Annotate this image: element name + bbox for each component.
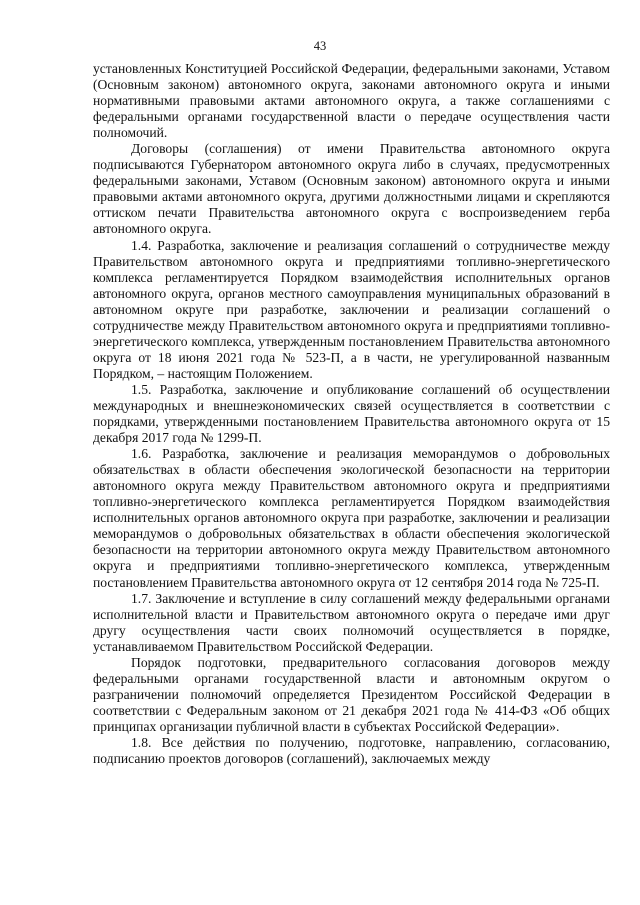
paragraph-clause-1-4: 1.4. Разработка, заключение и реализация соглашений о сотрудничестве между Правительством автономного округа и предприятиями топливно-энергетического комплекса регламентируется Порядком взаимодействия исполнительных органов автономного округа, органов местного самоуправления муниципальных образований в автономном округе при разработке, заключении и реализации соглашений о сотрудничестве между Правительством автономного округа и предприятиями топливно-энергетического комплекса, утвержденным постановлением Правительства автономного округа от 18 июня 2021 года № 523-П, а в части, не урегулированной названным Порядком, – настоящим Положением. [93,237,610,381]
paragraph-clause-1-8: 1.8. Все действия по получению, подготовке, направлению, согласованию, подписанию проектов договоров (соглашений), заключаемых между [93,734,610,767]
paragraph-clause-1-6: 1.6. Разработка, заключение и реализация меморандумов о добровольных обязательствах в области обеспечения экологической безопасности на территории автономного округа между Правительством автономного округа и предприятиями топливно-энергетического комплекса регламентируется Порядком взаимодействия исполнительных органов автономного округа при разработке, заключении и реализации меморандумов о добровольных обязательствах в области обеспечения экологической безопасности на территории автономного округа между Правительством автономного округа и предприятиями топливно-энергетического комплекса, утвержденным постановлением Правительства автономного округа от 12 сентября 2014 года № 725-П. [93,446,610,590]
paragraph-continuation: установленных Конституцией Российской Федерации, федеральными законами, Уставом (Основным законом) автономного округа, законами автономного округа и иными нормативными правовыми актами автономного округа, а также соглашениями с федеральными органами государственной власти о передаче осуществления части полномочий. [93,61,610,141]
document-body [93,61,610,767]
paragraph-delimitation-procedure: Порядок подготовки, предварительного согласования договоров между федеральными органами государственной власти и автономным округом о разграничении полномочий определяется Президентом Российской Федерации в соответствии с Федеральным законом от 21 декабря 2021 года № 414-ФЗ «Об общих принципах организации публичной власти в субъектах Российской Федерации». [93,654,610,734]
paragraph-agreements-signing: Договоры (соглашения) от имени Правительства автономного округа подписываются Губернатором автономного округа либо в случаях, предусмотренных федеральными законами, Уставом (Основным законом) автономного округа и иными правовыми актами автономного округа, другими должностными лицами и скрепляются оттиском печати Правительства автономного округа с воспроизведением герба автономного округа. [93,141,610,237]
paragraph-clause-1-5: 1.5. Разработка, заключение и опубликование соглашений об осуществлении международных и внешнеэкономических связей осуществляется в соответствии с порядками, утвержденными постановлением Правительства автономного округа от 15 декабря 2017 года № 1299-П. [93,381,610,446]
page-number: 43 [313,39,327,53]
paragraph-clause-1-7: 1.7. Заключение и вступление в силу соглашений между федеральными органами исполнительной власти и Правительством автономного округа о передаче ими друг другу осуществления части своих полномочий осуществляется в порядке, устанавливаемом Правительством Российской Федерации. [93,590,610,654]
